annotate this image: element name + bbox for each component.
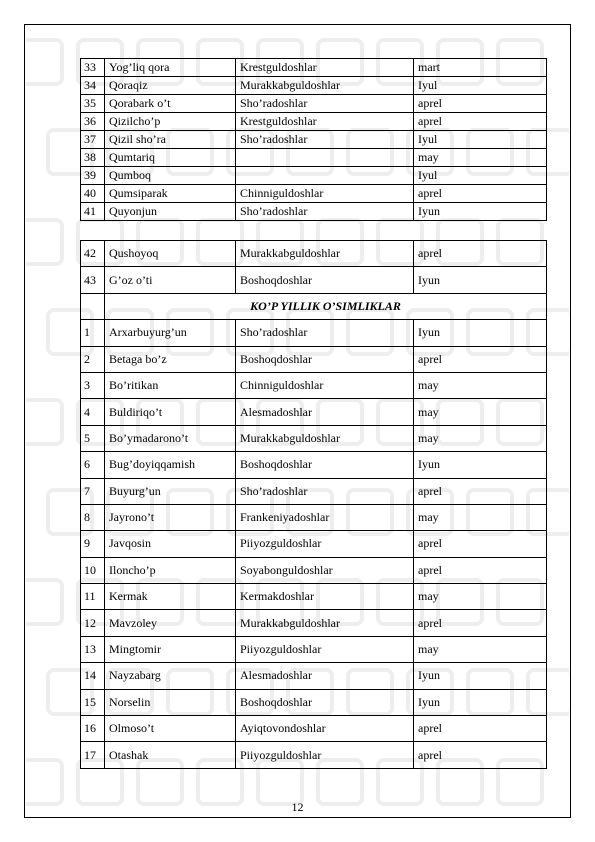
plant-name: Mingtomir	[105, 636, 236, 662]
row-number: 12	[81, 610, 105, 636]
plant-name: Qumtariq	[105, 149, 236, 167]
plant-family: Boshoqdoshlar	[236, 689, 414, 715]
plant-name: Betaga bo’z	[105, 346, 236, 372]
row-number: 9	[81, 531, 105, 557]
table-row	[81, 372, 547, 398]
table-row	[81, 241, 547, 267]
row-number: 7	[81, 478, 105, 504]
section-heading: KO’P YILLIK O’SIMLIKLAR	[105, 293, 547, 319]
plant-name: Mavzoley	[105, 610, 236, 636]
plant-name: Bo’ritikan	[105, 372, 236, 398]
plant-family: Frankeniyadoshlar	[236, 504, 414, 530]
plant-family	[236, 149, 414, 167]
plant-family: Sho’radoshlar	[236, 203, 414, 221]
flowering-month: aprel	[414, 478, 547, 504]
flowering-month: mart	[414, 59, 547, 77]
plant-family	[236, 167, 414, 185]
plant-name: Buyurg’un	[105, 478, 236, 504]
table-row	[81, 131, 547, 149]
plants-table-top	[80, 58, 547, 221]
plant-name: Qizil sho’ra	[105, 131, 236, 149]
plant-family: Murakkabguldoshlar	[236, 77, 414, 95]
plant-family: Sho’radoshlar	[236, 95, 414, 113]
row-number: 43	[81, 267, 105, 293]
row-number: 1	[81, 320, 105, 346]
table-row	[81, 531, 547, 557]
plant-family: Boshoqdoshlar	[236, 346, 414, 372]
row-number: 41	[81, 203, 105, 221]
flowering-month: aprel	[414, 241, 547, 267]
flowering-month: Iyun	[414, 689, 547, 715]
row-number: 8	[81, 504, 105, 530]
table-row	[81, 267, 547, 293]
plant-family: Alesmadoshlar	[236, 399, 414, 425]
row-number: 37	[81, 131, 105, 149]
plant-family: Soyabonguldoshlar	[236, 557, 414, 583]
flowering-month: Iyul	[414, 77, 547, 95]
flowering-month: Iyun	[414, 452, 547, 478]
plant-family: Murakkabguldoshlar	[236, 610, 414, 636]
row-number: 33	[81, 59, 105, 77]
plant-family: Ayiqtovondoshlar	[236, 716, 414, 742]
flowering-month: may	[414, 636, 547, 662]
plant-name: Norselin	[105, 689, 236, 715]
plant-family: Piiyozguldoshlar	[236, 531, 414, 557]
table-row	[81, 478, 547, 504]
flowering-month: Iyun	[414, 267, 547, 293]
plant-name: Quyonjun	[105, 203, 236, 221]
flowering-month: aprel	[414, 95, 547, 113]
plant-name: Ilоncho’p	[105, 557, 236, 583]
table-row	[81, 636, 547, 662]
plant-family: Piiyozguldoshlar	[236, 742, 414, 768]
table-row	[81, 557, 547, 583]
table-row	[81, 346, 547, 372]
plant-family: Piiyozguldoshlar	[236, 636, 414, 662]
plant-family: Boshoqdoshlar	[236, 452, 414, 478]
table-row	[81, 689, 547, 715]
plant-name: Arxarbuyurg’un	[105, 320, 236, 346]
row-number: 38	[81, 149, 105, 167]
table-row	[81, 113, 547, 131]
row-number: 13	[81, 636, 105, 662]
plant-name: Bug’doyiqqamish	[105, 452, 236, 478]
plant-family: Chinniguldoshlar	[236, 185, 414, 203]
flowering-month: aprel	[414, 610, 547, 636]
row-number: 36	[81, 113, 105, 131]
table-row	[81, 203, 547, 221]
row-number: 42	[81, 241, 105, 267]
plant-name: Qushoyoq	[105, 241, 236, 267]
plant-family: Alesmadoshlar	[236, 663, 414, 689]
row-number: 5	[81, 425, 105, 451]
flowering-month: Iyun	[414, 320, 547, 346]
flowering-month: may	[414, 504, 547, 530]
plant-name: Buldiriqo’t	[105, 399, 236, 425]
flowering-month: may	[414, 149, 547, 167]
flowering-month: Iyun	[414, 663, 547, 689]
flowering-month: Iyun	[414, 203, 547, 221]
plant-name: Otashak	[105, 742, 236, 768]
flowering-month: may	[414, 399, 547, 425]
table-row	[81, 320, 547, 346]
table-row	[81, 425, 547, 451]
row-number: 3	[81, 372, 105, 398]
flowering-month: aprel	[414, 346, 547, 372]
table-row	[81, 742, 547, 768]
plant-name: Javqosin	[105, 531, 236, 557]
plant-family: Chinniguldoshlar	[236, 372, 414, 398]
plant-family: Murakkabguldoshlar	[236, 241, 414, 267]
table-row	[81, 59, 547, 77]
plant-name: Qizilcho’p	[105, 113, 236, 131]
row-number: 39	[81, 167, 105, 185]
plant-name: Kermak	[105, 584, 236, 610]
plant-family: Sho’radoshlar	[236, 478, 414, 504]
section-heading-row	[81, 293, 547, 319]
plant-name: Qumsiparak	[105, 185, 236, 203]
table-row	[81, 610, 547, 636]
row-number: 16	[81, 716, 105, 742]
plant-name: Olmoso’t	[105, 716, 236, 742]
row-number: 6	[81, 452, 105, 478]
plant-name: Qumboq	[105, 167, 236, 185]
plant-name: Yog’liq qora	[105, 59, 236, 77]
plant-family: Sho’radoshlar	[236, 131, 414, 149]
plant-family: Boshoqdoshlar	[236, 267, 414, 293]
plant-family: Krestguldoshlar	[236, 59, 414, 77]
row-number: 2	[81, 346, 105, 372]
flowering-month: aprel	[414, 113, 547, 131]
table-row	[81, 663, 547, 689]
row-number: 10	[81, 557, 105, 583]
flowering-month: aprel	[414, 557, 547, 583]
table-row	[81, 77, 547, 95]
page-number: 12	[291, 800, 304, 814]
plant-name: Jayrono’t	[105, 504, 236, 530]
row-number: 17	[81, 742, 105, 768]
table-row	[81, 584, 547, 610]
table-row	[81, 149, 547, 167]
plant-family: Kermakdoshlar	[236, 584, 414, 610]
row-number: 11	[81, 584, 105, 610]
plant-family: Krestguldoshlar	[236, 113, 414, 131]
plant-name: Qoraqiz	[105, 77, 236, 95]
table-row	[81, 185, 547, 203]
row-number: 34	[81, 77, 105, 95]
flowering-month: may	[414, 372, 547, 398]
table-row	[81, 504, 547, 530]
flowering-month: Iyul	[414, 131, 547, 149]
flowering-month: Iyul	[414, 167, 547, 185]
table-row	[81, 95, 547, 113]
flowering-month: aprel	[414, 531, 547, 557]
flowering-month: aprel	[414, 185, 547, 203]
plant-name: Bo’ymadarono’t	[105, 425, 236, 451]
flowering-month: aprel	[414, 716, 547, 742]
table-row	[81, 716, 547, 742]
plant-name: G’oz o’ti	[105, 267, 236, 293]
plant-family: Sho’radoshlar	[236, 320, 414, 346]
plants-table-main	[80, 240, 547, 769]
table-row	[81, 452, 547, 478]
flowering-month: may	[414, 584, 547, 610]
empty-cell	[81, 293, 105, 319]
flowering-month: may	[414, 425, 547, 451]
row-number: 40	[81, 185, 105, 203]
flowering-month: aprel	[414, 742, 547, 768]
row-number: 14	[81, 663, 105, 689]
table-row	[81, 399, 547, 425]
row-number: 4	[81, 399, 105, 425]
row-number: 35	[81, 95, 105, 113]
plant-name: Nayzabarg	[105, 663, 236, 689]
plant-name: Qorabark o’t	[105, 95, 236, 113]
plant-family: Murakkabguldoshlar	[236, 425, 414, 451]
row-number: 15	[81, 689, 105, 715]
table-row	[81, 167, 547, 185]
